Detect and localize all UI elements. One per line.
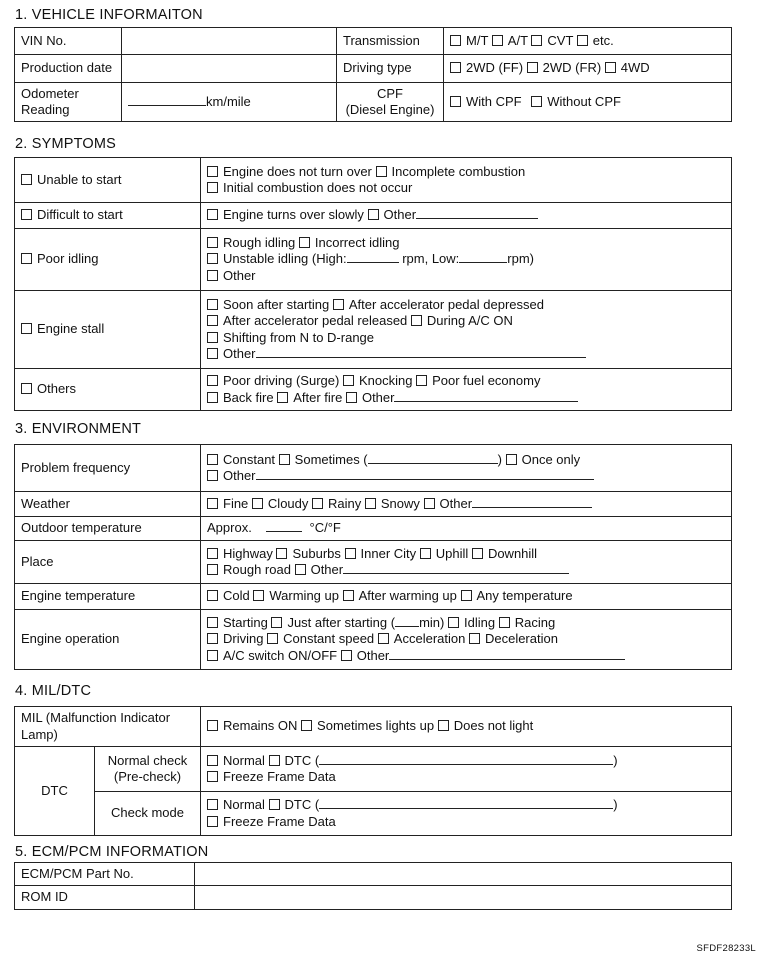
checkbox[interactable]	[531, 96, 542, 107]
check-mode-label: Check mode	[95, 792, 201, 836]
checkbox[interactable]	[312, 498, 323, 509]
driving-type-options: 2WD (FF) 2WD (FR) 4WD	[444, 55, 732, 83]
checkbox[interactable]	[207, 548, 218, 559]
checkbox[interactable]	[277, 392, 288, 403]
checkbox[interactable]	[527, 62, 538, 73]
checkbox[interactable]	[276, 548, 287, 559]
dtc-field[interactable]	[319, 753, 613, 765]
checkbox[interactable]	[207, 166, 218, 177]
checkbox[interactable]	[333, 299, 344, 310]
checkbox[interactable]	[207, 348, 218, 359]
checkbox[interactable]	[269, 799, 280, 810]
checkbox[interactable]	[506, 454, 517, 465]
transmission-options: M/T A/T CVT etc.	[444, 28, 732, 55]
cpf-label: CPF (Diesel Engine)	[337, 83, 444, 122]
checkbox[interactable]	[469, 633, 480, 644]
outdoor-temperature-label: Outdoor temperature	[15, 517, 201, 541]
checkbox[interactable]	[207, 799, 218, 810]
checkbox[interactable]	[207, 720, 218, 731]
checkbox[interactable]	[207, 332, 218, 343]
checkbox[interactable]	[267, 633, 278, 644]
section-title-symptoms: 2. SYMPTOMS	[15, 136, 117, 152]
normal-check-label: Normal check (Pre-check)	[95, 747, 201, 792]
checkbox[interactable]	[207, 470, 218, 481]
vin-field[interactable]	[122, 28, 337, 55]
other-field[interactable]	[343, 562, 569, 574]
environment-table: Problem frequency Constant Sometimes ( ) Once only Other Weather Fine Cloudy Rainy Snowy Other Outdoor temperature Approx. °C/°F Place Highway Suburbs Inner City Uphill Downhill Rough road Other Engine temperature Cold Warming up After warming up Any temperature Engine operation Starting Just after starting ( min) Idling Racing Driving Constant speed Acceleration Deceleration A/C switch ON/OFF Other	[14, 444, 732, 670]
checkbox[interactable]	[207, 392, 218, 403]
checkbox[interactable]	[207, 755, 218, 766]
checkbox[interactable]	[416, 375, 427, 386]
checkbox[interactable]	[253, 590, 264, 601]
checkbox[interactable]	[207, 617, 218, 628]
checkbox[interactable]	[207, 270, 218, 281]
figure-code: SFDF28233L	[696, 943, 756, 954]
checkbox[interactable]	[577, 35, 588, 46]
checkbox[interactable]	[448, 617, 459, 628]
others-label: Others	[15, 369, 201, 411]
checkbox[interactable]	[376, 166, 387, 177]
checkbox[interactable]	[420, 548, 431, 559]
checkbox[interactable]	[378, 633, 389, 644]
symptoms-table: Unable to start Engine does not turn over Incomplete combustion Initial combustion does not occur Difficult to start Engine turns over slowly Other Poor idling Rough idling Incorrect idling Unstable idling (High: rpm, Low: rpm) Other Engine stall Soon after starting After accelerator pedal depressed After accelerator pedal released During A/C ON Shifting from N to D-range Other Others Poor driving (Surge) Knocking Poor fuel economy Back fire After fire Other	[14, 157, 732, 411]
checkbox[interactable]	[499, 617, 510, 628]
place-label: Place	[15, 541, 201, 584]
other-field[interactable]	[394, 390, 578, 402]
checkbox[interactable]	[269, 755, 280, 766]
checkbox[interactable]	[279, 454, 290, 465]
odometer-field[interactable]: km/mile	[122, 83, 337, 122]
other-field[interactable]	[256, 346, 586, 358]
problem-frequency-label: Problem frequency	[15, 445, 201, 492]
checkbox[interactable]	[341, 650, 352, 661]
checkbox[interactable]	[438, 720, 449, 731]
checkbox[interactable]	[472, 548, 483, 559]
section-title-mil-dtc: 4. MIL/DTC	[15, 683, 92, 699]
checkbox[interactable]	[299, 237, 310, 248]
dtc-label: DTC	[15, 747, 95, 836]
checkbox[interactable]	[450, 35, 461, 46]
ecm-pcm-part-field[interactable]	[195, 863, 732, 886]
checkbox[interactable]	[252, 498, 263, 509]
checkbox[interactable]	[531, 35, 542, 46]
checkbox[interactable]	[271, 617, 282, 628]
checkbox[interactable]	[207, 564, 218, 575]
other-field[interactable]	[256, 468, 594, 480]
transmission-label: Transmission	[337, 28, 444, 55]
checkbox[interactable]	[343, 590, 354, 601]
checkbox[interactable]	[492, 35, 503, 46]
checkbox[interactable]	[207, 182, 218, 193]
mil-dtc-table: MIL (Malfunction Indicator Lamp) Remains ON Sometimes lights up Does not light DTC Normal check (Pre-check) Normal DTC ( ) Freeze Frame Data Check mode Normal DTC ( ) Freeze Frame Data	[14, 706, 732, 836]
checkbox[interactable]	[207, 237, 218, 248]
dtc-field[interactable]	[319, 797, 613, 809]
checkbox[interactable]	[21, 383, 32, 394]
checkbox[interactable]	[207, 633, 218, 644]
engine-temperature-label: Engine temperature	[15, 584, 201, 610]
checkbox[interactable]	[605, 62, 616, 73]
checkbox[interactable]	[424, 498, 435, 509]
odometer-label: Odometer Reading	[15, 83, 122, 122]
difficult-to-start-label: Difficult to start	[15, 203, 201, 229]
checkbox[interactable]	[346, 392, 357, 403]
other-field[interactable]	[389, 648, 625, 660]
checkbox[interactable]	[21, 323, 32, 334]
engine-operation-label: Engine operation	[15, 610, 201, 670]
checkbox[interactable]	[345, 548, 356, 559]
checkbox[interactable]	[21, 253, 32, 264]
checkbox[interactable]	[207, 454, 218, 465]
rom-id-label: ROM ID	[15, 886, 195, 910]
vehicle-info-table	[14, 27, 732, 122]
other-field[interactable]	[416, 207, 538, 219]
other-field[interactable]	[472, 496, 592, 508]
checkbox[interactable]	[21, 174, 32, 185]
production-date-field[interactable]	[122, 55, 337, 83]
engine-stall-label: Engine stall	[15, 291, 201, 369]
production-date-label: Production date	[15, 55, 122, 83]
unable-to-start-label: Unable to start	[15, 158, 201, 203]
checkbox[interactable]	[368, 209, 379, 220]
mil-label: MIL (Malfunction Indicator Lamp)	[15, 707, 201, 747]
section-title-environment: 3. ENVIRONMENT	[15, 421, 142, 437]
checkbox[interactable]	[450, 96, 461, 107]
driving-type-label: Driving type	[337, 55, 444, 83]
checkbox[interactable]	[461, 590, 472, 601]
checkbox[interactable]	[207, 498, 218, 509]
section-title-vehicle-information: 1. VEHICLE INFORMAITON	[15, 7, 203, 23]
checkbox[interactable]	[207, 590, 218, 601]
ecm-pcm-table	[14, 862, 732, 910]
checkbox[interactable]	[207, 299, 218, 310]
checkbox[interactable]	[207, 209, 218, 220]
checkbox[interactable]	[21, 209, 32, 220]
checkbox[interactable]	[365, 498, 376, 509]
ecm-pcm-part-label: ECM/PCM Part No.	[15, 863, 195, 886]
checkbox[interactable]	[207, 771, 218, 782]
checkbox[interactable]	[207, 253, 218, 264]
checkbox[interactable]	[411, 315, 422, 326]
checkbox[interactable]	[295, 564, 306, 575]
checkbox[interactable]	[207, 315, 218, 326]
vin-label: VIN No.	[15, 28, 122, 55]
rom-id-field[interactable]	[195, 886, 732, 910]
checkbox[interactable]	[450, 62, 461, 73]
checkbox[interactable]	[207, 816, 218, 827]
poor-idling-label: Poor idling	[15, 229, 201, 291]
checkbox[interactable]	[343, 375, 354, 386]
section-title-ecm-pcm-information: 5. ECM/PCM INFORMATION	[15, 844, 209, 860]
weather-label: Weather	[15, 492, 201, 517]
cpf-options: With CPF Without CPF	[444, 83, 732, 122]
checkbox[interactable]	[301, 720, 312, 731]
checkbox[interactable]	[207, 650, 218, 661]
checkbox[interactable]	[207, 375, 218, 386]
